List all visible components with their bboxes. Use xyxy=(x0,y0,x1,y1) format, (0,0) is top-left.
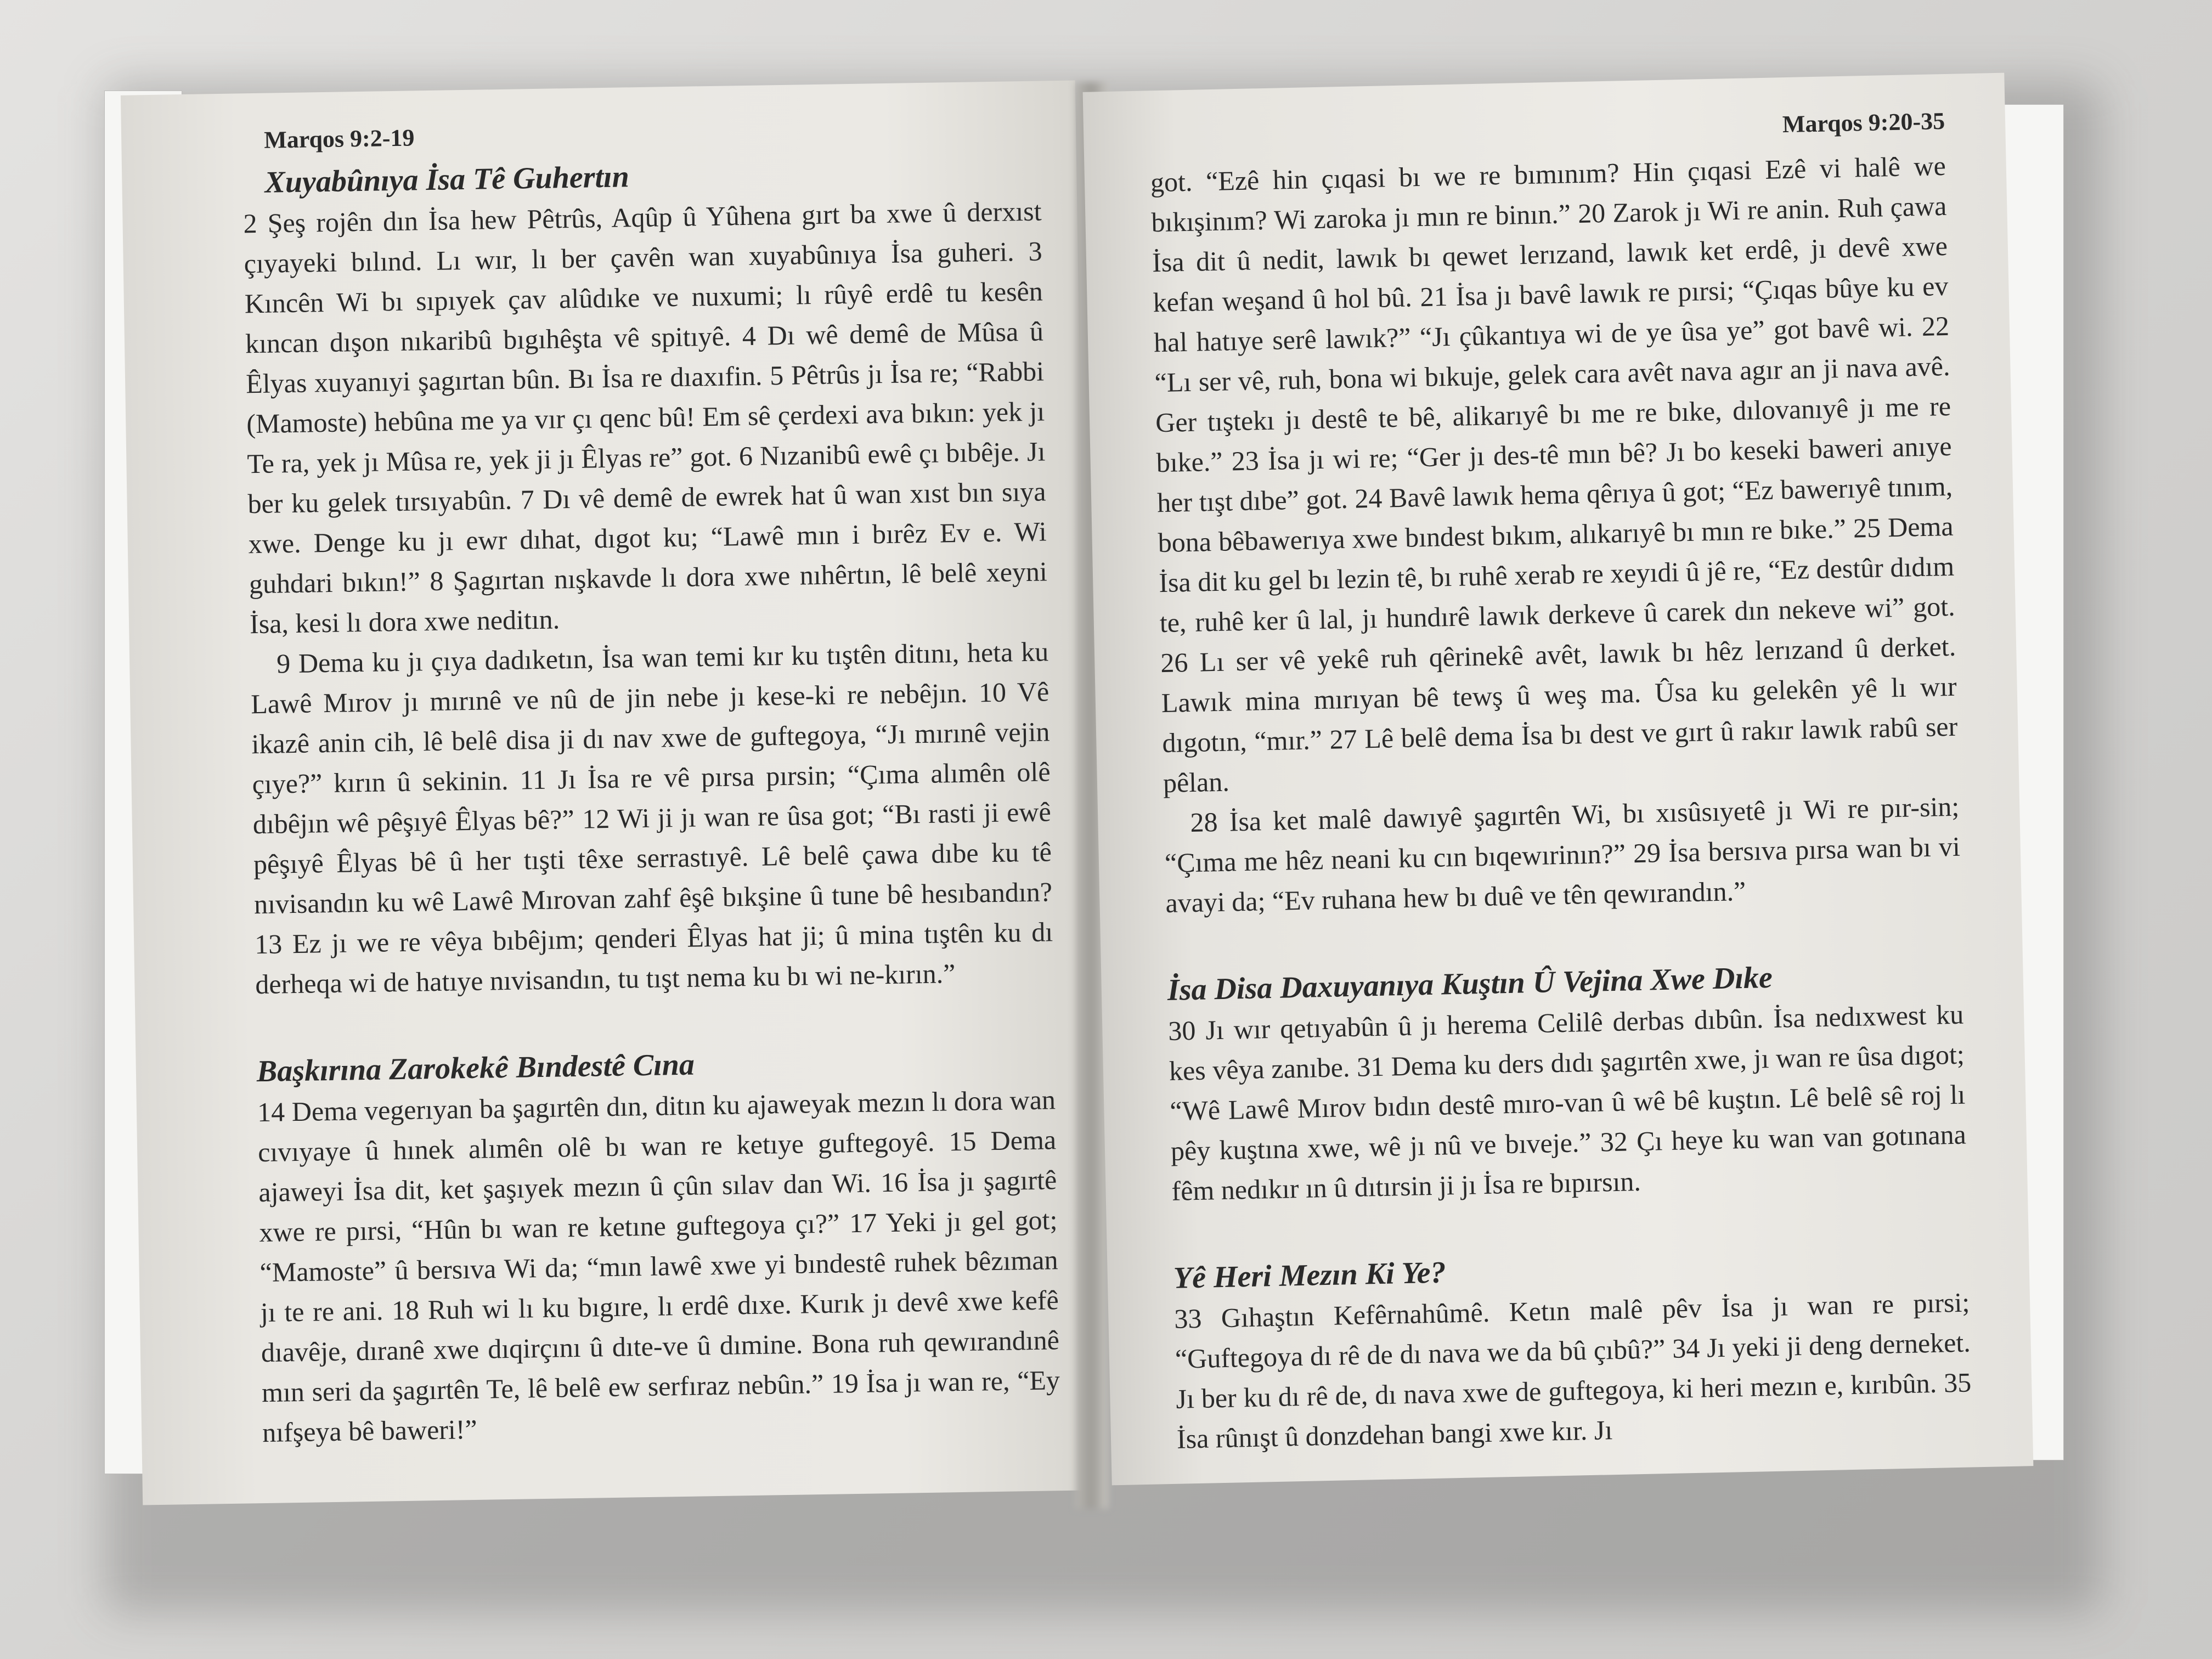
verse-paragraph: got. “Ezê hin çıqasi bı we re bımınım? Hin çıqasi Ezê vi halê we bıkışinım? Wi zaroka jı mın re binın.” 20 Zarok jı Wi re anin. Ruh çawa İsa dit û nedit, lawık bı qewet lerızand, lawık ket erdê, jı devê xwe kefan weşand û hol bû. 21 İsa jı bavê lawık re pırsi; “Çıqas bûye ku ev hal hatıye serê lawık?” “Jı çûkantıya wi de ye ûsa ye” got bavê wi. 22 “Lı ser vê, ruh, bona wi bıkuje, gelek cara avêt nava agır an ji nava avê. Ger tıştekı jı destê te bê, alikarıyê bı me re bıke, dılovanıyê jı me re bıke.” 23 İsa jı wi re; “Ger jı des-tê mın bê? Jı bo keseki baweri anıye her tışt dıbe” got. 24 Bavê lawık hema qêrıya û got; “Ez bawerıyê tınım, bona bêbawerıya xwe bındest bıkım, alıkarıyê bı mın re bıke.” 25 Dema İsa dit ku gel bı lezin tê, bı ruhê xerab re xeyıdi û jê re, “Ez destûr dıdım te, ruhê ker û lal, jı hundırê lawık derkeve û carek dın nekeve wi” got. 26 Lı ser vê yekê ruh qêrinekê avêt, lawık bı hêz lerızand û derket. Lawık mina mırıyan bê tewş û weş ma. Ûsa ku gelekên yê lı wır dıgotın, “mır.” 27 Lê belê dema İsa bı dest ve gırt û rakır lawık rabû ser pêlan. xyxy=(1150,150,1958,799)
section-title-transfiguration: Xuyabûnıya İsa Tê Guhertın xyxy=(264,160,630,200)
right-page xyxy=(1083,73,2034,1486)
left-running-head: Marqos 9:2-19 xyxy=(263,124,415,154)
verse-paragraph: 9 Dema ku jı çıya dadıketın, İsa wan temi kır ku tıştên ditını, heta ku Lawê Mırov jı mırınê ve nû de jin nebe jı kese-ki re nebêjın. 10 Vê ikazê anin cih, lê belê disa ji dı nav xwe de guftegoya, “Jı mırınê vejin çıye?” kırın û sekinin. 11 Jı İsa re vê pırsa pırsin; “Çıma alımên olê dıbêjın wê pêşıyê Êlyas bê?” 12 Wi ji jı wan re ûsa got; “Bı rasti ji ewê pêşıyê Êlyas bê û her tışti têxe serrastıyê. Lê belê çawa dıbe ku tê nıvisandın ku wê Lawê Mırovan zahf êşê bıkşine û tune bê hesıbandın? 13 Ez jı we re vêya bıbêjım; qenderi Êlyas hat ji; û mina tıştên ku dı derheqa wi de hatıye nıvisandın, tu tışt nema ku bı wi ne-kırın.” xyxy=(250,636,1053,1000)
verse-paragraph: 33 Gıhaştın Kefêrnahûmê. Ketın malê pêv İsa jı wan re pırsi; “Guftegoya dı rê de dı nava we da bû çıbû?” 34 Jı yeki ji deng derneket. Jı ber ku dı rê de, dı nava xwe de guftegoya, ki heri mezın e, kırıbûn. 35 İsa rûnışt û donzdehan bangi xwe kır. Jı xyxy=(1173,1286,1972,1454)
section-title-healing-boy: Başkırına Zarokekê Bındestê Cına xyxy=(256,1047,695,1089)
section-title-greatest: Yê Heri Mezın Ki Ye? xyxy=(1173,1255,1447,1295)
verse-paragraph: 2 Şeş rojên dın İsa hew Pêtrûs, Aqûp û Yûhena gırt ba xwe û derxıst çıyayeki bılınd. Lı wır, lı ber çavên wan xuyabûnıya İsa guheri. 3 Kıncên Wi bı sıpıyek çav alûdıke ve nuxumi; lı rûyê erdê tu kesên kıncan dışon nıkaribû bıgıhêşta vê spitıyê. 4 Dı wê demê de Mûsa û Êlyas xuyanıyi şagırtan bûn. Bı İsa re dıaxıfin. 5 Pêtrûs jı İsa re; “Rabbi (Mamoste) hebûna me ya vır çı qenc bû! Em sê çerdexi ava bıkın: yek jı Te ra, yek jı Mûsa re, yek ji jı Êlyas re” got. 6 Nızanibû ewê çı bıbêje. Jı ber ku gelek tırsıyabûn. 7 Dı vê demê de ewrek hat û wan xıst bın sıya xwe. Denge ku jı ewr dıhat, dıgot ku; “Lawê mın i bırêz Ev e. Wi guhdari bıkın!” 8 Şagırtan nışkavde lı dora xwe nıhêrtın, lê belê xeyni İsa, kesi lı dora xwe neditın. xyxy=(243,195,1048,640)
verse-paragraph: 14 Dema vegerıyan ba şagırtên dın, ditın ku ajaweyak mezın lı dora wan cıvıyaye û hınek alımên olê bı wan re ketıye guftegoyê. 15 Dema ajaweyi İsa dit, ket şaşıyek mezın û çûn sılav dan Wi. 16 İsa jı şagırtê xwe re pırsi, “Hûn bı wan re ketıne guftegoya çı?” 17 Yeki jı gel got; “Mamoste” û bersıva Wi da; “mın lawê xwe yi bındestê ruhek bêzıman jı te re ani. 18 Ruh wi lı ku bıgıre, lı erdê dıxe. Kurık jı devê xwe kefê dıavêje, dıranê xwe dıqirçını û dıte-ve û dımine. Bona ruh qewırandınê mın seri da şagırtên Te, lê belê ew serfıraz nebûn.” 19 İsa jı wan re, “Ey nıfşeya bê baweri!” xyxy=(257,1084,1060,1448)
section-title-death-foretold: İsa Disa Daxuyanıya Kuştın Û Vejina Xwe Dıke xyxy=(1167,960,1773,1007)
left-page xyxy=(121,80,1097,1505)
verse-paragraph: 28 İsa ket malê dawıyê şagırtên Wi, bı xısûsıyetê jı Wi re pır-sin; “Çıma me hêz neani ku cın bıqewırinın?” 29 İsa bersıva pırsa wan bı vi avayi da; “Ev ruhana hew bı duê ve tên qewırandın.” xyxy=(1164,791,1961,919)
verse-paragraph: 30 Jı wır qetıyabûn û jı herema Celilê derbas dıbûn. İsa nedıxwest ku kes vêya zanıbe. 31 Dema ku ders dıdı şagırtên xwe, jı wan re ûsa dıgot; “Wê Lawê Mırov bıdın destê mıro-van û wê bê kuştın. Lê belê sê roj lı pêy kuştına xwe, wê jı nû ve bıveje.” 32 Çı heye ku wan van gotınana fêm nedıkır ın û dıtırsin ji jı İsa re bıpırsın. xyxy=(1167,998,1967,1206)
right-running-head: Marqos 9:20-35 xyxy=(1782,107,1945,138)
